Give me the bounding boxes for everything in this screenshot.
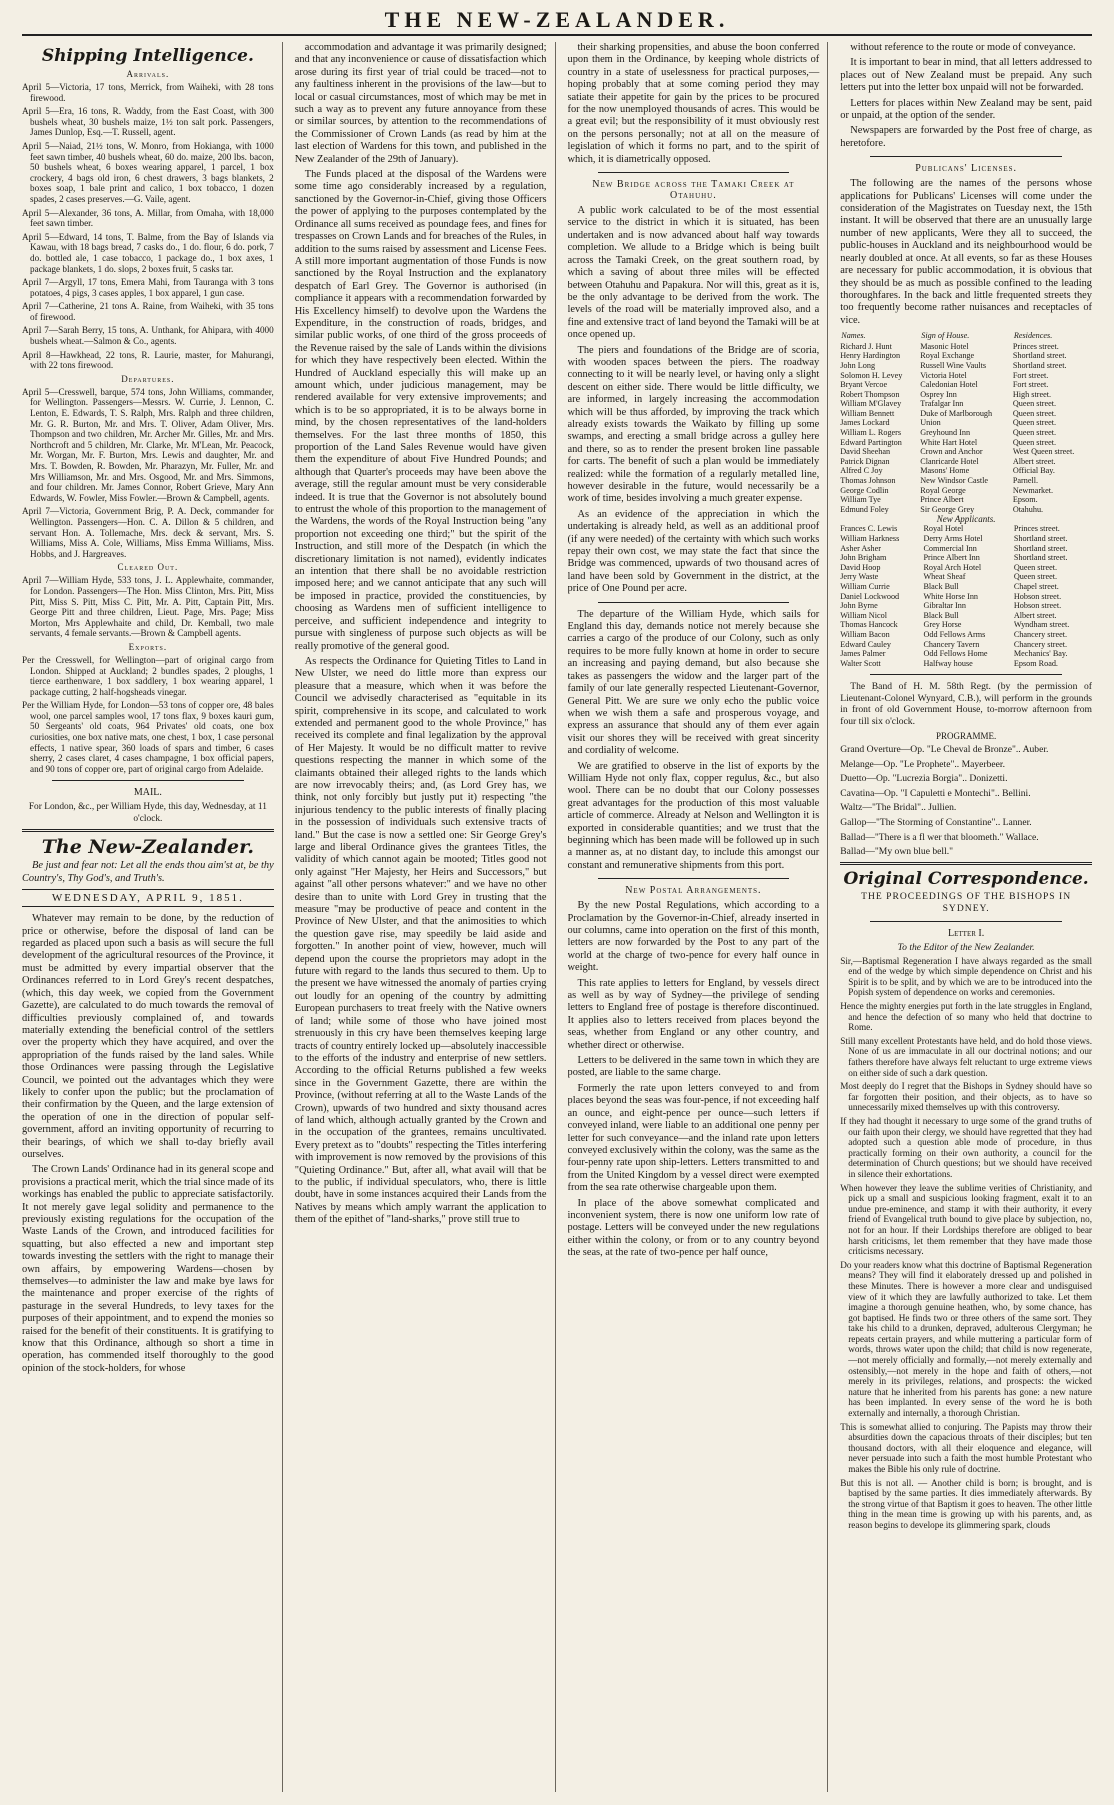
column-header: Residences. [1013, 331, 1053, 341]
table-cell: Black Bull [923, 610, 959, 620]
table-row [840, 495, 1092, 505]
table-cell: John Long [840, 360, 876, 370]
table-cell: William Bennett [840, 408, 895, 418]
editorial-paragraph: their sharking propensities, and abuse the boon conferred upon them in the Ordinance, by keeping whole districts of country in a state of uselessness for practical purposes,—hoping probably that at some coming period they may satiate their appetite for gain by the prices to be procured for the now unemployed thousands of acres. This would be a great evil; but the responsibility of it must obviously rest on the persons personally; not at all on the measure of legislation of which it forms no part, and to the spirit of which, it is diametrically opposed. [567, 42, 820, 165]
licenses-table [840, 330, 1092, 514]
table-cell: William Currie [840, 581, 890, 591]
table-cell: Hobson street. [1013, 591, 1062, 601]
programme-item: Ballad—"My own blue bell." [840, 846, 954, 858]
table-cell: Queen street. [1012, 418, 1057, 428]
column-header: Sign of House. [921, 331, 970, 341]
programme-list [840, 744, 1092, 858]
table-cell: Albert street. [1013, 610, 1057, 620]
table-cell: Official Bay. [1012, 466, 1055, 476]
table-cell: Fort street. [1012, 370, 1049, 380]
arrival-item: April 7—Argyll, 17 tons, Emera Mahi, from Tauranga with 3 tons potatoes, 4 pigs, 3 cases apples, 1 box apparel, 1 gun case. [22, 277, 274, 298]
table-cell: James Lockard [840, 418, 890, 428]
licenses-body [840, 342, 1092, 515]
table-row [840, 620, 1092, 630]
postal-paragraph: It is important to bear in mind, that all letters addressed to places out of New Zealand must be prepaid. Any such letters put into the letter box unpaid will not be forwarded. [840, 57, 1092, 94]
table-cell: High street. [1012, 389, 1052, 399]
table-cell: Greyhound Inn [920, 428, 971, 438]
table-cell: David Hoop [840, 562, 881, 572]
programme-item: Ballad—"There is a fl wer that bloometh." Wallace. [840, 831, 1039, 843]
table-cell: Richard J. Hunt [840, 341, 892, 351]
postal-paragraph: This rate applies to letters for England, by vessels direct as well as by way of Sydney—the privilege of sending letters to England free of postage is therefore discontinued. It applies also to letters received from places beyond the seas, whether from England or any other country, and whether direct or otherwise. [567, 977, 820, 1051]
letter-paragraph: This is somewhat allied to conjuring. The Papists may throw their absurdities down the capacious throats of their disciples; but ten thousand doctors, with all their eloquence and elegance, will never persuade into such a faith the most humble Protestant who makes the Bible his only rule of doctrine. [840, 1421, 1092, 1474]
bridge-paragraph: As an evidence of the appreciation in which the undertaking is already held, as well as an additional proof (if any were needed) of the certainty with which such works repay their own cost, we may state the fact that since the Bridge was commenced, upwards of two thousand acres of land have been sold by Government in the district, at the price of One Pound per acre. [567, 508, 820, 595]
table-cell: Princes street. [1013, 524, 1060, 534]
table-cell: Edward Partington [840, 437, 902, 447]
table-row [840, 418, 1092, 428]
table-cell: Shortland street. [1013, 553, 1068, 563]
table-cell: John Brigham [840, 553, 887, 563]
new-applicants-body [840, 524, 1092, 668]
editorial-paragraph: The Funds placed at the disposal of the Wardens were some time ago considerably increased by a regulation, sanctioned by the Governor-in-Chief, giving those Officers the power of applying to the purposes contemplated by the Ordinance all sums received as poundage fees, and fines for trespasses on Crown Lands and for breaches of the Rules, in addition to the sums raised by assessment and License Fees. A still more important augmentation of those Funds is now sanctioned by the Royal Instruction and the explanatory despatch of Earl Grey. The Governor is authorised (in compliance it appears with a recommendation forwarded by His Excellency himself) to devolve upon the Wardens the Expenditure, in the construction of roads, bridges, and similar public works, of one third of the gross proceeds of the Revenue raised by the sale of Lands within the divisions for which they have respectively been elected. Within the Hundred of Auckland especially this will make up an amount which, under judicious management, may be rendered available for very extensive improvements; and which is to be so appropriated, it is to be always borne in mind, by the chosen representatives of the land-holders themselves. For the last three months of 1850, this proportion of the Land Sales Revenue would have given them the expenditure of about Five Hundred Pounds; and although that Quarter's proceeds may have been above the average, still the regular amount must be very considerable indeed. It is true that the Governor is not absolutely bound to entrust the whole of this proportion to the management of the Wardens, the words of the Royal Instruction being "any proportion not exceeding one third;" but the spirit of the Instruction, and still more of the Despatch (in which the discretionary limitation is not named), evidently indicates an intention that there shall be no avoidable restriction imposed here; and we cannot anticipate that any such will be imposed in practice, provided the constituencies, by choosing as Wardens men of sufficient intelligence to perceive, and sufficient independence and integrity to pursue with singleness of purpose such objects as will be really promotive of the general good. [294, 169, 547, 652]
table-row [840, 640, 1092, 650]
departures-label: Departures. [121, 373, 175, 384]
table-cell: Commercial Inn [923, 543, 977, 553]
mail-label: MAIL. [133, 787, 162, 799]
table-row [840, 592, 1092, 602]
table-row [840, 342, 1092, 352]
table-cell: James Palmer [840, 649, 886, 659]
table-cell: William M'Glavey [840, 399, 902, 409]
table-cell: New Windsor Castle [920, 476, 989, 486]
table-cell: Black Bull [923, 581, 959, 591]
table-row [840, 630, 1092, 640]
table-cell: Otahuhu. [1012, 504, 1044, 514]
table-row [840, 371, 1092, 381]
table-cell: Shortland street. [1012, 351, 1067, 361]
cleared-item: April 7—William Hyde, 533 tons, J. L. Applewhaite, commander, for London. Passengers—The Hon. Miss Clinton, Mrs. Pitt, Miss Pitt, Miss S. Pitt, Miss C. Pitt, Mr. A. Pitt, Captain Pitt, Mrs. George Pitt and three children, Lieut. Page, Mrs. Page; Miss Morton, Mrs Applewhaite and child, Dr. Kemball, two male servants, 4 female servants.—Brown & Campbell agents. [22, 575, 274, 639]
table-cell: Princes street. [1012, 341, 1059, 351]
table-row [840, 544, 1092, 554]
cleared-label: Cleared Out. [117, 562, 179, 573]
table-cell: Shortland street. [1012, 360, 1067, 370]
table-cell: Duke of Marlborough [920, 408, 993, 418]
table-row [840, 351, 1092, 361]
columns [22, 42, 1092, 1792]
table-cell: Robert Thompson [840, 389, 900, 399]
table-cell: Victoria Hotel [920, 370, 967, 380]
departures-list [22, 387, 274, 560]
table-cell: Queen street. [1012, 428, 1057, 438]
table-row [840, 563, 1092, 573]
table-cell: Edward Cauley [840, 639, 891, 649]
table-cell: William L. Rogers [840, 428, 902, 438]
table-cell: Masonic Hotel [920, 341, 969, 351]
table-cell: Edmund Foley [840, 504, 889, 514]
new-applicants-table [840, 524, 1092, 668]
programme-item: Gallop—"The Storming of Constantine".. Lanner. [840, 816, 1032, 828]
table-cell: Daniel Lockwood [840, 591, 900, 601]
table-cell: Gibraltar Inn [923, 601, 966, 611]
table-cell: George Codlin [840, 485, 889, 495]
table-cell: Clanricarde Hotel [920, 456, 979, 466]
table-cell: Chancery street. [1013, 639, 1068, 649]
table-cell: Wheat Sheaf [923, 572, 966, 582]
table-cell: Queen street. [1012, 408, 1057, 418]
table-cell: Wyndham street. [1013, 620, 1070, 630]
publicans-title: Publicans' Licenses. [915, 163, 1018, 175]
table-cell: Epsom Road. [1013, 658, 1058, 668]
postal-paragraph: Formerly the rate upon letters conveyed to and from places beyond the seas was four-pence, if not exceeding half an ounce, and eight-pence per ounce—such letters if conveyed inland, were liable to an additional one penny per letter for such conveyance—and the inland rate upon letters conveyed exclusively within the colony, was the same as the four-penny rate upon ship-letters. Letters transmitted to and from the United Kingdom by a vessel direct were exempted from the sea rate otherwise chargeable upon them. [567, 1082, 820, 1194]
cleared-list [22, 575, 274, 639]
table-cell: Queen street. [1013, 572, 1058, 582]
departure-item: April 7—Victoria, Government Brig, P. A. Deck, commander for Wellington. Passengers—Hon. C. A. Dillon & 5 children, and servant Hon. A. Tollemache, Mrs. deck & servant, Mrs. S. Williams, Miss A. Cole, Williams, Miss Emma Williams, Miss. Hobbs, and J. Hargreaves. [22, 506, 274, 559]
hyde-paragraph: The departure of the William Hyde, which sails for England this day, demands notice not merely because she carries a cargo of the produce of our Colony, such as only requires to be more fully known at home in order to secure an increasing and paying demand, but also because she takes as passengers the widow and the larger part of the family of our late generally respected Lieutenant-Governor, General Pitt. We are sure we only echo the public voice when we wish them a safe and prosperous voyage, and express an assurance that should any of them ever again visit our shores they will be received with great sincerity and cordiality of welcome. [567, 608, 820, 757]
table-cell: Frances C. Lewis [840, 524, 898, 534]
letter-paragraph: Hence the mighty energies put forth in the late struggles in England, and hence the defection of so many who held that doctrine to Rome. [840, 1001, 1092, 1033]
correspondence-title: Original Correspondence. [843, 868, 1089, 889]
mail-text: For London, &c., per William Hyde, this day, Wednesday, at 11 o'clock. [28, 802, 267, 825]
table-row [840, 447, 1092, 457]
letter-body [840, 956, 1092, 1531]
motto: Be just and fear not: Let all the ends thou aim'st at, be thy Country's, Thy God's, and Truth's. [22, 860, 274, 884]
table-row [840, 524, 1092, 534]
dateline: WEDNESDAY, APRIL 9, 1851. [22, 889, 274, 907]
column-1 [22, 42, 283, 1792]
table-cell: Patrick Dignan [840, 456, 890, 466]
table-cell: Fort street. [1012, 380, 1049, 390]
table-row [840, 659, 1092, 669]
table-row [840, 438, 1092, 448]
export-item: Per the Cresswell, for Wellington—part of original cargo from London. Shipped at Auckland; 2 bundles spades, 2 ploughs, 1 tierce earthenware, 1 box saddlery, 1 box wearing apparel, 1 package cutting, 2 half-hogsheads vinegar. [22, 654, 274, 697]
hyde-paragraph: We are gratified to observe in the list of exports by the William Hyde not only flax, copper regulus, &c., but also wool. There can be no doubt that our Colony possesses great advantages for the production of this most valuable article of commerce. Already at Nelson and Wellington it is exported in considerable quantities; and we trust that the beginning which has been made will be followed up in such a manner as, at no distant day, to include this amongst our constant and remunerative shipments from this port. [567, 760, 820, 871]
arrival-item: April 5—Edward, 14 tons, T. Balme, from the Bay of Islands via Kawau, with 18 bags bread, 7 casks do., 1 do. flour, 6 do. pork, 7 do. bottled ale, 1 case tobacco, 1 package do., 1 box axes, 1 package blankets, 1 do. slops, 2 boxes fruit, 5 casks tar. [22, 231, 274, 274]
letter-paragraph: Most deeply do I regret that the Bishops in Sydney should have so far forgotten their position, and their objects, as to have so unnecessarily mixed themselves up with this controversy. [840, 1081, 1092, 1113]
table-cell: Jerry Waste [840, 572, 879, 582]
letter-paragraph: When however they leave the sublime verities of Christianity, and pick up a small and suspicious looking fragment, exalt it to an undue pre-eminence, and stamp it with their authority, it every friend of Evangelical truth bound to give place by subjection, no, not for an hour. If their Lordships therefore are obliged to bear harsh criticisms, let them remember that they have made those criticisms necessary. [840, 1182, 1092, 1257]
table-cell: Crown and Anchor [920, 447, 983, 457]
table-cell: Halfway house [923, 658, 973, 668]
postal-paragraph: In place of the above somewhat complicated and inconvenient system, there is now one uniform low rate of postage. Letters will be conveyed under the new regulations either within the colony, or from or to any country beyond the seas, at the rate of two-pence per half ounce, [567, 1197, 820, 1259]
table-cell: William Tye [840, 495, 881, 505]
letter-paragraph: Do your readers know what this doctrine of Baptismal Regeneration means? They will find it elaborately dressed up and polished in these Minutes. There is however a more clear and undisguised view of it which they are lawfully authorized to take. Let them imagine a thorough genuine heathen, who, by some chance, has got baptised. He finds two or three others of the same sort. They take his child to a drunken, depraved, adulterous Clergyman; he repeats certain prayers, and while muttering a particular form of words, throws water upon the child; that child is now regenerate,—not merely officially and formally,—not merely externally and ostensibly,—not merely in the hope and faith of others,—not merely in its privileges, relations, and prospects: the wicked nature that he inherited from his parents has gone: a new nature has been implanted. In every sense of the word he is both externally and internally, a thorough Christian. [840, 1259, 1092, 1419]
table-cell: Odd Fellows Home [923, 649, 988, 659]
table-cell: Union [920, 418, 941, 428]
table-cell: Royal Hotel [923, 524, 964, 534]
bridge-title: New Bridge across the Tamaki Creek at Otahuhu. [592, 179, 795, 202]
postal-paragraph: Letters for places within New Zealand may be sent, paid or unpaid, at the option of the sender. [840, 97, 1092, 122]
table-cell: Asher Asher [840, 543, 881, 553]
table-row [840, 390, 1092, 400]
table-cell: Hobson street. [1013, 601, 1062, 611]
column-3 [568, 42, 829, 1792]
table-row [840, 486, 1092, 496]
table-cell: William Nicol [840, 610, 887, 620]
letter-paragraph: But this is not all. — Another child is born; is brought, and is baptised by the same parties. It dies immediately afterwards. By the strong virtue of that Baptism it goes to heaven. The other little thing in the mean time is growing up with his parents, and, as reason begins to develope its glimmering spark, clouds [840, 1477, 1092, 1530]
table-cell: Shortland street. [1013, 534, 1068, 543]
table-cell: Chancery street. [1013, 629, 1068, 639]
arrival-item: April 5—Alexander, 36 tons, A. Millar, from Omaha, with 18,000 feet sawn timber. [22, 207, 274, 229]
divider [598, 602, 790, 603]
table-row [840, 399, 1092, 409]
arrival-item: April 7—Sarah Berry, 15 tons, A. Unthank, for Ahipara, with 4000 bushels wheat.—Salmon & Co., agents. [22, 325, 274, 347]
bridge-paragraph: A public work calculated to be of the most essential service to the district in which it is situated, has been undertaken and is now advanced about half way towards completion. We allude to a Bridge which is being built across the Tamaki Creek, on the great southern road, by which a saving of about three miles will be effected between Otahuhu and Papakura. Nor will this, great as it is, be the only advantage to be derived from the work. The levels of the road will be materially improved also, and a fine and extensive tract of land beyond the Tamaki will be at once opened up. [567, 205, 820, 341]
arrival-item: April 5—Era, 16 tons, R. Waddy, from the East Coast, with 300 bushels wheat, 30 bushels maize, 1½ ton salt pork. Passengers, James Dunlop, Esq.—T. Russell, agent. [22, 106, 274, 138]
programme-item: Grand Overture—Op. "Le Cheval de Bronze".. Auber. [840, 743, 1049, 755]
table-row [840, 476, 1092, 486]
table-cell: Parnell. [1012, 476, 1039, 486]
arrival-item: April 7—Catherine, 21 tons A. Raine, from Waiheki, with 35 tons of firewood. [22, 301, 274, 322]
table-cell: Newmarket. [1012, 485, 1054, 495]
letter-paragraph: Still many excellent Protestants have held, and do hold those views. None of us are immaculate in all our doctrinal notions; and our fathers therefore have always felt reluctant to urge extreme views on either side of such a dark question. [840, 1035, 1092, 1078]
table-row [840, 534, 1092, 544]
table-cell: Queen street. [1012, 437, 1057, 447]
table-cell: Chancery Tavern [923, 639, 980, 649]
table-row [840, 428, 1092, 438]
masthead-rule [22, 34, 1092, 36]
table-cell: Sir George Grey [920, 504, 975, 514]
table-cell: White Horse Inn [923, 591, 979, 601]
letter-label: Letter I. [948, 927, 985, 939]
table-row [840, 505, 1092, 515]
divider [870, 674, 1062, 675]
postal-paragraph: without reference to the route or mode of conveyance. [850, 42, 1076, 53]
table-cell: Prince Albert [920, 495, 964, 505]
table-cell: Queen street. [1012, 399, 1057, 409]
table-row [840, 409, 1092, 419]
bridge-paragraph: The piers and foundations of the Bridge are of scoria, with wooden spaces between the piers. The roadway connecting to it will be nearly level, or having only a slight descent on either side. There would be little difficulty, we are informed, in largely increasing the accommodation which will be thus afforded, by improving the track which already exists towards the Waikato by filling up some swamps, and erecting a small bridge across a gulley here and there, so as to render the present broken line passable for carts. The benefit of such a plan would be immediately realized: while the formation of a regularly metalled line, however desirable in the future, would necessarily be a work of time, besides involving a much greater expense. [567, 344, 820, 505]
programme-item: Melange—Op. "Le Prophete".. Mayerbeer. [840, 758, 1005, 770]
column-2 [295, 42, 556, 1792]
table-cell: Derry Arms Hotel [923, 534, 983, 543]
table-cell: Russell Wine Vaults [920, 360, 987, 370]
postal-paragraph: Newspapers are forwarded by the Post free of charge, as heretofore. [840, 125, 1092, 149]
editorial-paragraph: Whatever may remain to be done, by the reduction of price or otherwise, before the disposal of land can be regarded as placed upon such a basis as will secure the full development of the agricultural resources of the Province, it must be admitted by every impartial observer that the Ordinances referred to in Lord Grey's recent despatches, (which, this day week, we copied from the Government Gazette), are calculated to do much towards the removal of difficulties previously complained of, and towards materially extending the beneficial control of the settlers over the property which they have acquired, and over the appropriation of the funds raised by the land sales. While those Ordinances were passing through the Legislative Council, we pointed out the advantages which they were likely to confer upon the public; but the proclamation of their confirmation by the Queen, and the large extension of the operation of one in the direction of popular self-government, afford an inviting opportunity of recurring to their bearings, of which we shall to-day briefly avail ourselves. [22, 913, 274, 1160]
arrivals-label: Arrivals. [126, 69, 170, 79]
table-cell: Thomas Hancock [840, 620, 898, 630]
shipping-title: Shipping Intelligence. [41, 46, 254, 66]
table-cell: Epsom. [1012, 495, 1038, 505]
table-row [840, 582, 1092, 592]
table-cell: Solomon H. Levey [840, 370, 903, 380]
table-cell: Henry Hardington [840, 351, 901, 361]
arrival-item: April 5—Victoria, 17 tons, Merrick, from Waiheki, with 28 tons firewood. [22, 82, 274, 103]
table-cell: Masons' Home [920, 466, 970, 476]
postal-title: New Postal Arrangements. [625, 885, 762, 897]
departure-item: April 5—Cresswell, barque, 574 tons, John Williams, commander, for Wellington. Passengers—Messrs. W. Currie, J. Lennon, C. Lenton, E. Edwards, T. S. Ralph, Mrs. Ralph and three children, Mr. G. R. Burton, Mr. and Mrs. T. Oliver, Adam Oliver, Mrs. Thompson and two children, Mr. Archer Mr. Gilles, Mr. and Mrs. Northcroft and 5 children, Mr. Clarke, Mr. M'Lean, Mr. Peacock, Mr. Worgan, Mr. F. Burton, Mrs. Lewis and daughter, Mr. and Mrs. T. Bowden, R. Bowden, Mr. Pharazyn, Mr. Fuller, Mr. and Mrs Williamson, Mr. and Mrs. Osgood, Mr. and Mrs. Simmons, and four children. Mr. James Connor, Robert Grieve, Mary Ann Edwards, W. Fowler, Miss Fowler.—Brown & Campbell, agents. [22, 386, 274, 503]
table-cell: Walter Scott [840, 658, 881, 668]
table-cell: David Sheehan [840, 447, 891, 457]
publicans-intro: The following are the names of the persons whose applications for Publicans' Licenses will come under the consideration of the Magistrates on Tuesday next, the 15th instant. It will be observed that there are an unusually large number of new applicants, Were they all to succeed, the public-houses in Auckland and its neighbourhood would be nearly doubled at once. At all events, so far as these Houses are necessary for public accommodation, it is obvious that they should be as much as possible confined to the leading thoroughfares. In the back and little frequented streets they too frequently become rather nuisances and receptacles of vice. [840, 178, 1092, 326]
programme-item: Waltz—"The Bridal".. Jullien. [840, 802, 957, 814]
table-cell: John Byrne [840, 601, 878, 611]
table-header-row [840, 330, 1092, 342]
editorial-paragraph: As respects the Ordinance for Quieting Titles to Land in New Ulster, we need do little more than express our pleasure that a measure, which when it was before the Council we advisedly characterised as "equitable in its spirit, comprehensive in its scope, and calculated to work extended and permanent good to the whole Province," has received its complete and final legalization by the approval of Her Majesty. It would be no difficult matter to revive questions respecting the manner in which some of the claimants obtained their alleged rights to the lands which are now irrevocably theirs; and, (as Lord Grey has, we think, not only forcibly but justly put it) respecting "the injurious tendency to the public interests of finally placing in the possession of individuals such extensive tracts of land." But the case is now a settled one: Sir George Grey's large and liberal Ordinance gives the grantees Titles, the validity of which cannot again be mooted; Titles good not only against "Her Majesty, her Heirs and Successors," but against "all other persons whatever:" and we have no other desire than to unite with Lord Grey in trusting that the measure "may be productive of peace and content in the Province of New Ulster, and that the animosities to which the question gave rise, may speedily be laid aside and forgotten." In another point of view, however, much will depend upon the course the proprietors may adopt in the future with regard to the lands thus secured to them. Up to the present we have witnessed the anomaly of parties crying out loudly for an opening of the country by admitting European purchasers to treat freely with the Native owners of land; while some of those who have joined most strenuously in this cry have been themselves keeping large tracts of country entirely locked up—absolutely inaccessible to the efforts of the industry and enterprise of new settlers. According to the official Returns published a few weeks since in the Government Gazette, there are within the Province, (without referring at all to the Waste Lands of the Crown), upwards of two hundred and sixty thousand acres of land which, although actually granted by the Crown and in the occupation of the grantees, remains uncultivated. Every pretext as to "doubts" respecting the Titles interfering with improvement is now removed by the provisions of this "Quieting Ordinance." But, after all, what avail will that be to the public, if individual speculators, who, there is little doubt, have in some instances acquired their Lands from the Natives by means which amply warrant the application to them of the epithet of "land-sharks," prove still true to [294, 655, 547, 1226]
programme-item: Duetto—Op. "Lucrezia Borgia".. Donizetti. [840, 773, 1008, 785]
table-row [840, 611, 1092, 621]
double-rule [840, 862, 1092, 865]
table-row [840, 361, 1092, 371]
masthead: THE NEW-ZEALANDER. [384, 7, 730, 32]
table-cell: Shortland street. [1013, 543, 1068, 553]
table-cell: Caledonian Hotel [920, 380, 978, 390]
table-cell: Thomas Johnson [840, 476, 896, 486]
exports-list [22, 655, 274, 775]
table-cell: Prince Albert Inn [923, 553, 980, 563]
divider [52, 780, 244, 781]
programme-item: Cavatina—Op. "I Capuletti e Montechi".. Bellini. [840, 787, 1031, 799]
table-cell: Albert street. [1012, 456, 1056, 466]
column-header: Names. [841, 331, 866, 341]
table-row [840, 466, 1092, 476]
arrival-item: April 8—Hawkhead, 22 tons, R. Laurie, master, for Mahurangi, with 22 tons firewood. [22, 349, 274, 371]
table-cell: Bryant Vercoe [840, 380, 888, 390]
table-cell: William Harkness [840, 534, 900, 543]
letter-addressee: To the Editor of the New Zealander. [897, 941, 1035, 953]
table-cell: Royal Arch Hotel [923, 562, 982, 572]
arrivals-list [22, 82, 274, 371]
divider [870, 921, 1062, 922]
letter-paragraph: Sir,—Baptismal Regeneration I have always regarded as the small end of the wedge by which simple dependence on Christ and his Spirit is to be split, and by which we are to be introduced into the Popish system of dependence on works and ceremonies. [840, 955, 1092, 998]
table-row [840, 649, 1092, 659]
export-item: Per the William Hyde, for London—53 tons of copper ore, 48 bales wool, one parcel samples wool, 17 tons flax, 9 boxes kauri gum, 50 Sergeants' old coats, 964 Privates' old coats, one box curiosities, one box native mats, one chest, 1 box, 1 case personal effects, 1 native spear, 360 loads of spars and timber, 6 cases sherry, 2 cases claret, 4 cases champagne, 1 box official papers, and 90 tons of copper ore, part of original cargo from Adelaide. [22, 700, 274, 774]
band-text: The Band of H. M. 58th Regt. (by the permission of Lieutenant-Colonel Wynyard, C.B.), will perform in the grounds in front of old Government House, to-morrow afternoon from four till six o'clock. [840, 681, 1092, 727]
table-cell: Mechanics' Bay. [1013, 649, 1068, 659]
divider [870, 156, 1062, 157]
column-4 [840, 42, 1092, 1792]
correspondence-subtitle: THE PROCEEDINGS OF THE BISHOPS IN SYDNEY. [861, 890, 1072, 914]
table-cell: William Bacon [840, 629, 890, 639]
table-row [840, 457, 1092, 467]
table-row [840, 601, 1092, 611]
editorial-paragraph: accommodation and advantage it was primarily designed; and that any inconvenience or cause of dissatisfaction which arose during its first year of trial could be traced—not to any faultiness inherent in the provisions of the law—but to local or casual circumstances, most of which may be met in such a way as to prevent any future annoyance from these or similar sources, by attention to the recommendations of the Commissioner of Crown Lands (as read by him at the last election of Wardens for this town, and published in the New Zealander of the 29th of January). [294, 42, 547, 165]
arrival-item: April 5—Naiad, 21½ tons, W. Monro, from Hokianga, with 1000 feet sawn timber, 40 bushels wheat, 60 do. maize, 200 lbs. bacon, 50 bushels wheat, 6 boxes wearing apparel, 1 parcel, 1 box crockery, 4 bags old iron, 6 chest drawers, 3 bags blankets, 2 boxes soap, 1 bale print and calico, 1 box tobacco, 1 dozen spades, 2 cases preserves.—G. Vaile, agent. [22, 140, 274, 204]
letter-paragraph: If they had thought it necessary to urge some of the grand truths of our faith upon their clergy, we should have regretted that they had adopted such a question able mode of procedure, in thus practically forming on their own authority, a council for the determination of Church questions; but we should have received in silence their exhortations. [840, 1116, 1092, 1179]
table-row [840, 572, 1092, 582]
table-row [840, 553, 1092, 563]
table-cell: Chapel street. [1013, 581, 1059, 591]
double-rule [22, 829, 274, 832]
editorial-paragraph: The Crown Lands' Ordinance had in its general scope and provisions a practical merit, which the trial since made of its workings has enabled the public to appreciate satisfactorily. It not merely gave legal solidity and permanence to the previously existing regulations for the occupation of the Waste Lands of the Crown, and introduced facilities for squatting, but also effected a new and important step towards investing the settlers with the right to manage their own affairs, by empowering Wardens—chosen by themselves—to administer the law and make bye laws for the maintenance and proper exercise of the rights of pasturage in the several Hundreds, to levy taxes for the purposes of their appointment, and to expend the monies so raised for the benefit of their constituents. It is gratifying to know that this Ordinance, although so short a time in operation, has commended itself thoroughly to the good opinion of the stock-holders, for whose [22, 1164, 274, 1374]
table-cell: Alfred C Joy [840, 466, 883, 476]
divider [598, 172, 790, 173]
exports-label: Exports. [128, 641, 168, 652]
divider [598, 878, 790, 879]
table-cell: Royal Exchange [920, 351, 975, 361]
table-cell: Grey Horse [923, 620, 962, 630]
programme-label: PROGRAMME. [935, 730, 997, 741]
table-cell: White Hart Hotel [920, 437, 978, 447]
table-cell: Trafalgar Inn [920, 399, 964, 409]
new-applicants-label: New Applicants. [936, 514, 996, 525]
table-cell: Odd Fellows Arms [923, 629, 986, 639]
paper-title: The New-Zealander. [41, 836, 254, 859]
table-cell: Osprey Inn [920, 389, 957, 399]
table-cell: Royal George [920, 485, 966, 495]
postal-paragraph: By the new Postal Regulations, which according to a Proclamation by the Governor-in-Chief, already inserted in our columns, came into operation on the first of this month, letters are now forwarded by the Post to any part of the world at the charge of two-pence for every half ounce in weight. [567, 900, 820, 974]
postal-paragraph: Letters to be delivered in the same town in which they are posted, are liable to the same charge. [567, 1055, 820, 1079]
table-row [840, 380, 1092, 390]
table-cell: West Queen street. [1012, 447, 1075, 457]
table-cell: Queen street. [1013, 562, 1058, 572]
